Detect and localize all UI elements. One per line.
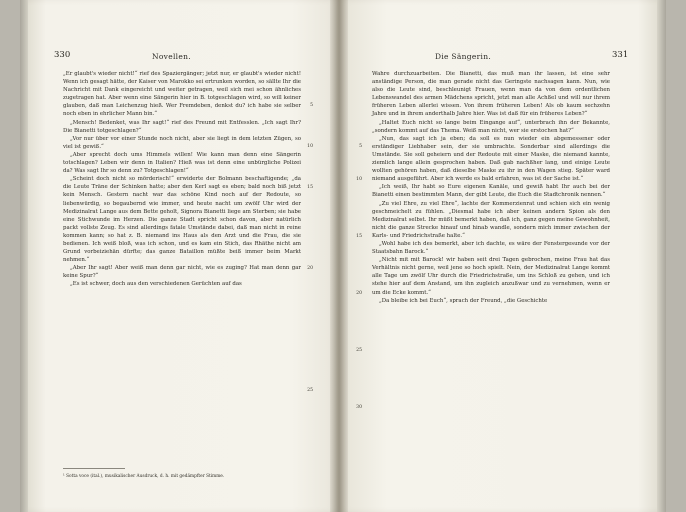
right-line-number-30: 30 xyxy=(356,405,362,410)
paragraph: „Aber Ihr sagt! Aber weiß man denn gar nicht, wie es zuging? Hat man denn gar keine Spur?“ xyxy=(63,265,301,280)
left-line-number-5: 5 xyxy=(310,103,313,108)
right-line-number-10: 10 xyxy=(356,177,362,182)
left-page-running-head: Novellen. xyxy=(152,52,191,61)
left-line-number-20: 20 xyxy=(307,266,313,271)
paragraph: „Haltet Euch nicht so lange beim Eingange auf“, unterbrach ihn der Bekannte, „sondern kommt auf das Thema. Weiß man nicht, wer sie erstochen hat?“ xyxy=(372,119,610,134)
right-line-number-25: 25 xyxy=(356,348,362,353)
paragraph: „Es ist schwer, doch aus den verschiedenen Gerüchten auf das xyxy=(70,281,242,288)
paragraph: „Vor nur über vor einer Stunde noch nicht, aber sie liegt in dem letzten Zügen, so viel ist gewiß.“ xyxy=(63,135,301,150)
paragraph: Wahre durchzuarbeiten. Die Bianetti, das muß man ihr lassen, ist eine sehr anständige Person, die man gerade nicht das Geringste nachsagen kann. Nun, wie also die Leute sind, beschleunigt Frauen, wenn man da von dem ordentlichen Lebenswandel des armen Mädchens spricht, jetzt man alle Achßel und will nur ihrem früheren Leben allerlei wissen. Von ihrem früheren Leben! Als ob kaum sechzehn Jahre und in ihrem anderthalb Jahre hier. Was ist daß für ein früheres Leben?“ xyxy=(372,71,610,118)
paragraph: „Nicht mit mit Barock! wir haben seit drei Tagen gebrochen, meine Frau hat das Verhältnis nicht gerne, weil jene so hoch spielt. Nein, der Medizinalrat Lange kommt alle Tage um zwölf Uhr durch die Friedrichstraße, um ins Schloß zu gehen, und ich stehe hier auf dem Anstand, um ihn zugleich anzußwar und zu vernehmen, wenn er um die Ecke kommt.“ xyxy=(372,257,610,296)
right-line-number-5: 5 xyxy=(359,144,362,149)
right-line-number-15: 15 xyxy=(356,234,362,239)
right-page-folio: 331 xyxy=(612,50,629,60)
book-edge-right xyxy=(657,0,666,512)
left-line-number-25: 25 xyxy=(307,388,313,393)
paragraph: „Da bleibe ich bei Euch“, sprach der Freund, „die Geschichte xyxy=(379,297,548,304)
paragraph: „Nun, das sagt ich ja eben; da soll es nun wieder ein abgemessener oder erständiger Liebhaber sein, der sie umbrachte. Sonderbar sind allerdings die Umstände. Sie soll geheiern und der Redoute mit einer Maske, die niemand kannte, ziemlich lange allein gesprochen haben. Daß gab nachßher lang, und einige Leute wollten gehören haben, daß dieselbe Maske zu ihr in den Wagen stieg. Später ward niemand ausgeführt. Aber ich werde es bald erfahren, was ist der Sache ist.“ xyxy=(372,135,610,183)
paragraph: „Wohl habe ich des bemerkt, aber ich dachte, es wäre der Fenstergesunde vor der Staatsbahn Barock.“ xyxy=(372,240,610,256)
paragraph: „Zu viel Ehre, zu viel Ehre“, lachte der Kommerzienrat und schien sich ein wenig geschmeichelt zu fühlen. „Diesmal habe ich aber keinen andern Spion als den Medizinalrat selbst. Ihr müßt bemerkt haben, daß ich, ganz gegen meine Gewohnheit, nicht die ganze Strecke hinauf und hinab wandle, sondern mich immer zwischen der Karls- und Friedrichstraße halte.“ xyxy=(372,200,610,239)
left-page-text-column xyxy=(63,70,301,289)
footnote: ¹ Sotta voce (ital.), musikalischer Ausdruck, d. h. mit gedämpfter Stimme. xyxy=(63,474,225,479)
paragraph: „Mensch! Bedenket, was Ihr sagt!“ rief des Freund mit Entfesslen. „Ich sagt Ihr? Die Bianetti totgeschlagen?“ xyxy=(63,119,301,134)
right-page-running-head: Die Sängerin. xyxy=(435,52,492,61)
left-line-number-10: 10 xyxy=(307,144,313,149)
paragraph: „Aber sprecht doch ums Himmels willen! Wie kann man denn eine Sängerin totschlagen? Leben wir denn in Italien? Hieß was ist denn eine unbürgliche Polizei da? Was sagt Ihr so denn zu? Totgeschlagen!“ xyxy=(63,151,301,175)
left-page-folio: 330 xyxy=(54,50,71,60)
right-page-text-column xyxy=(372,70,610,305)
footnote-rule xyxy=(63,468,125,469)
paragraph: „Ich weiß, Ihr habt so Eure eigenen Kanäle, und gewiß habt Ihr auch bei der Bianetti einen bestimmten Mann, der gibt Leute, die Euch die Stadtchronik nennen.“ xyxy=(372,184,610,199)
paragraph: „Er glaubt's wieder nicht!“ rief des Spaziergänger; jetzt nur, er glaubt's wieder nicht! Wenn ich gesagt hätte, der Kaiser von Marokko sei ertrunken worden, so sällte Ihr die Nachricht mit Dank eingereicht und weiter getragen, weil sich mei schon ähnliches zugetragen hat. Aber wenn eine Sängerin hier in B. totgeschlagen wird, so will keiner glauben, daß man Leichenzug hieß. Wer Fremdeben, denkst du? ich habe sie selber noch eben in ehrlicher Mann bin.“ xyxy=(63,71,301,118)
book-gutter xyxy=(330,0,348,512)
paragraph: „Scheint doch nicht so mörderisch!“ erwiderte der Bolmann beschaftigende; „da die Leute Träne der Schinken hatte; aber den Kerl sagt es eben; bald noch biß jetzt kein Mensch. Gestern nacht war das schöne Kind noch auf der Redoute, so liebenwürdig, so begaubernd wie immer, und heute nacht um zwölf Uhr wird der Medizinalrat Lange aus dem Bette geholt, Signora Bianetti liege am Sterben; sie habe eine Stichwunde im Herzen. Die ganze Stadt spricht schon davon, aber natürlich packt vollste Zeug. Es sind allerdings fatale Umstände dabei, daß man nicht in reine kommen kann; so hat z. B. niemand ins Haus als den Arzt und die Frau, die sie bedienen. Ich weiß bloß, was ich schon, und es kam ein Stich, das Rhäthe nicht am Grund vorbeiziehän dürfte; das ganze Bataillon müßte beiß immer beim Markt nehmen.“ xyxy=(63,176,301,264)
left-line-number-15: 15 xyxy=(307,185,313,190)
right-line-number-20: 20 xyxy=(356,291,362,296)
